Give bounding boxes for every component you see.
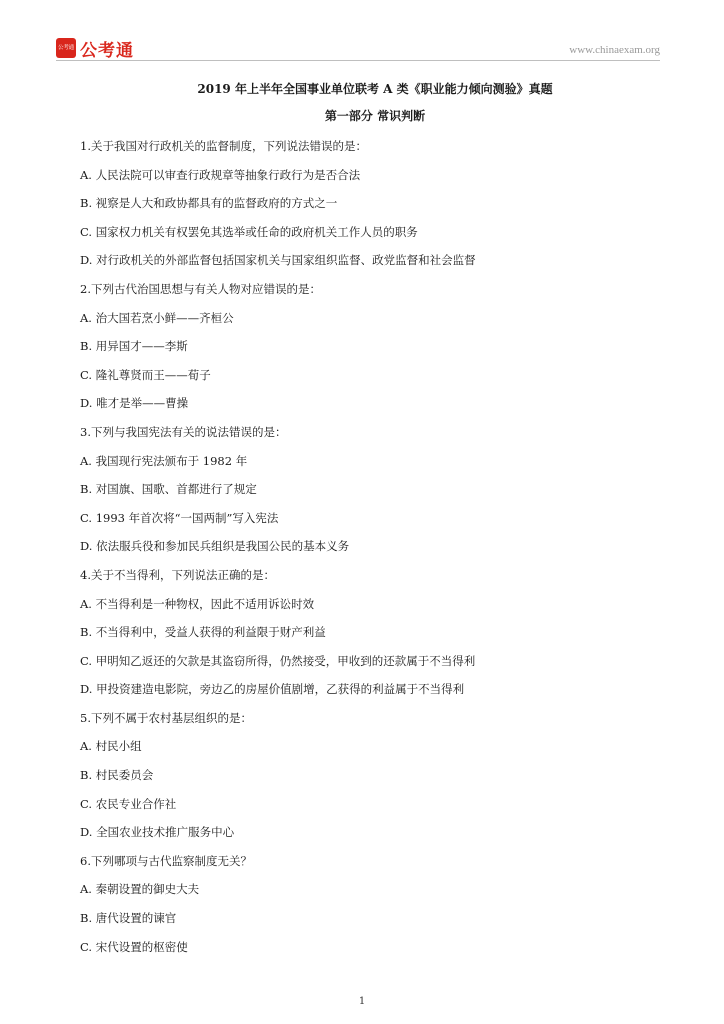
logo-badge: 公考通 xyxy=(56,38,76,58)
question-stem: 4.关于不当得利，下列说法正确的是： xyxy=(80,567,275,582)
question-option: B. 不当得利中，受益人获得的利益限于财产利益 xyxy=(80,625,326,640)
question-option: C. 隆礼尊贤而王——荀子 xyxy=(80,367,211,382)
question-stem: 3.下列与我国宪法有关的说法错误的是： xyxy=(80,424,287,439)
question-2 xyxy=(80,275,650,418)
question-option: A. 我国现行宪法颁布于 1982 年 xyxy=(80,453,248,468)
question-option: B. 对国旗、国歌、首都进行了规定 xyxy=(80,482,257,497)
question-1 xyxy=(80,132,650,275)
question-option: D. 依法服兵役和参加民兵组织是我国公民的基本义务 xyxy=(80,539,350,554)
question-option: A. 人民法院可以审查行政规章等抽象行政行为是否合法 xyxy=(80,167,361,182)
question-option: B. 村民委员会 xyxy=(80,768,154,783)
document-body xyxy=(80,80,650,961)
question-option: D. 甲投资建造电影院，旁边乙的房屋价值剧增，乙获得的利益属于不当得利 xyxy=(80,682,465,697)
question-stem: 1.关于我国对行政机关的监督制度，下列说法错误的是： xyxy=(80,139,367,153)
logo-text: 公考通 xyxy=(80,41,134,61)
page-header xyxy=(56,38,660,60)
question-stem: 5.下列不属于农村基层组织的是： xyxy=(80,710,252,725)
question-option: D. 唯才是举——曹操 xyxy=(80,396,189,411)
question-3 xyxy=(80,418,650,561)
question-stem: 2.下列古代治国思想与有关人物对应错误的是： xyxy=(80,281,321,296)
question-stem: 6.下列哪项与古代监察制度无关？ xyxy=(80,853,252,868)
question-4 xyxy=(80,561,650,704)
question-6 xyxy=(80,847,650,961)
question-option: D. 对行政机关的外部监督包括国家机关与国家组织监督、政党监督和社会监督 xyxy=(80,253,476,268)
question-option: C. 宋代设置的枢密使 xyxy=(80,939,188,954)
site-url: www.chinaexam.org xyxy=(569,44,660,56)
question-option: C. 1993 年首次将“一国两制”写入宪法 xyxy=(80,510,279,525)
question-option: C. 国家权力机关有权罢免其选举或任命的政府机关工作人员的职务 xyxy=(80,224,418,239)
header-divider xyxy=(56,60,660,61)
question-option: B. 视察是人大和政协都具有的监督政府的方式之一 xyxy=(80,196,338,211)
question-option: C. 甲明知乙返还的欠款是其盗窃所得，仍然接受，甲收到的还款属于不当得利 xyxy=(80,653,476,668)
question-option: A. 村民小组 xyxy=(80,739,142,754)
question-option: C. 农民专业合作社 xyxy=(80,796,177,811)
question-option: A. 秦朝设置的御史大夫 xyxy=(80,882,200,897)
document-title: 2019 年上半年全国事业单位联考 A 类《职业能力倾向测验》真题 xyxy=(197,82,553,96)
page-number: 1 xyxy=(358,996,366,1007)
question-option: A. 不当得利是一种物权，因此不适用诉讼时效 xyxy=(80,596,315,611)
section-heading: 第一部分 常识判断 xyxy=(324,109,426,123)
question-option: A. 治大国若烹小鲜——齐桓公 xyxy=(80,310,234,325)
question-5 xyxy=(80,704,650,847)
question-option: D. 全国农业技术推广服务中心 xyxy=(80,825,235,840)
question-option: B. 唐代设置的谏官 xyxy=(80,911,177,926)
question-option: B. 用异国才——李斯 xyxy=(80,339,188,354)
